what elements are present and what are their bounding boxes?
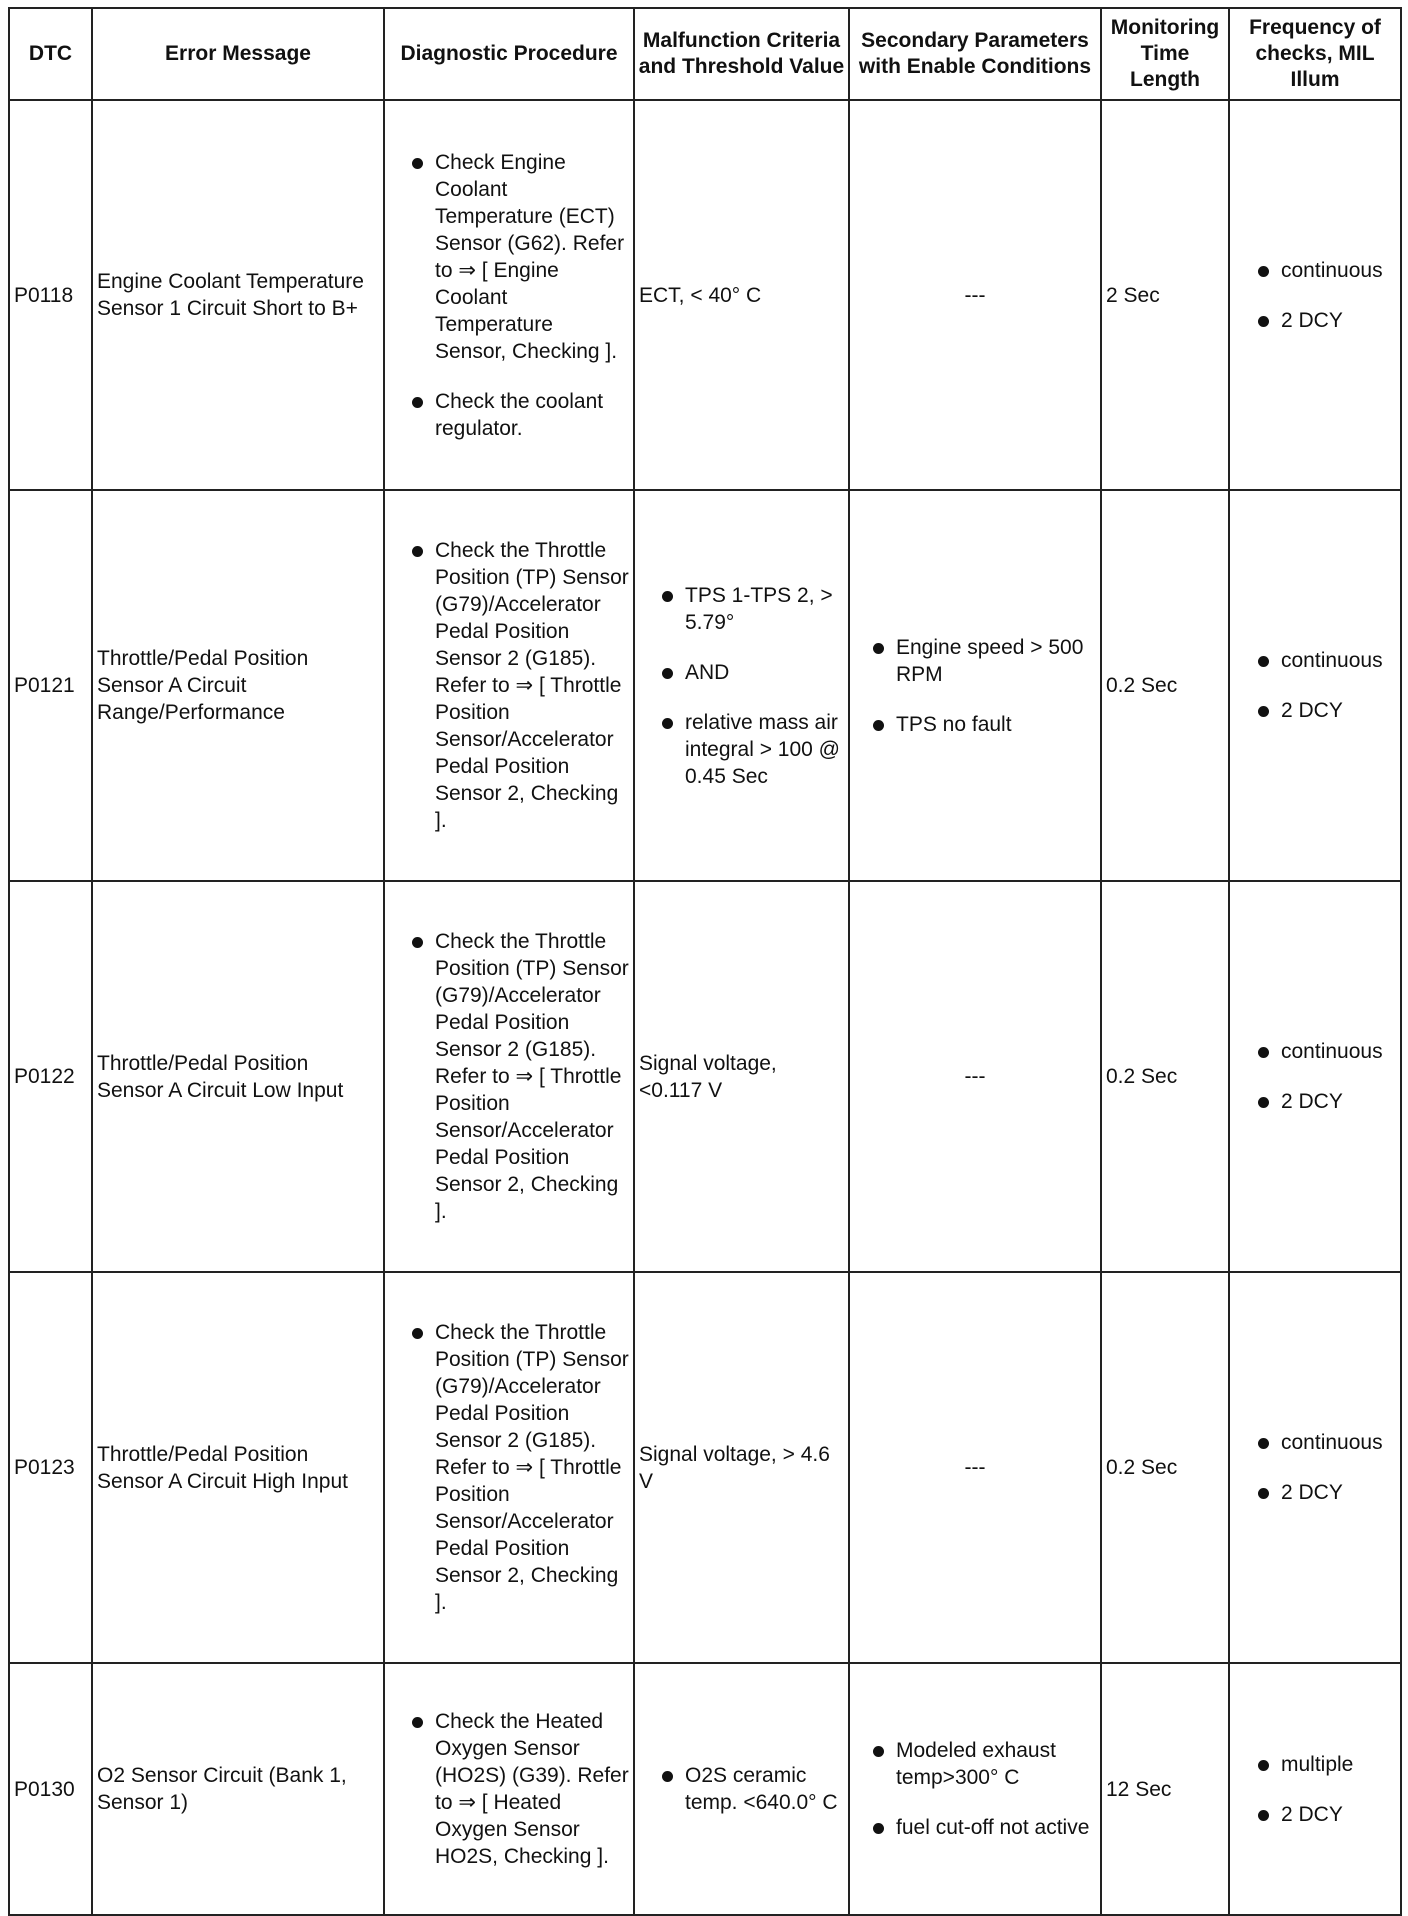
procedure-item: Check the Throttle Position (TP) Sensor (G79)/Accelerator Pedal Position Sensor 2 (G185). Refer to ⇒ [ Throttle Position Sensor/Accelerator Pedal Position Sensor 2, Checking ]. xyxy=(405,928,629,1225)
header-error-message: Error Message xyxy=(92,8,384,100)
diagnostic-procedure xyxy=(384,490,634,881)
dtc-code: P0122 xyxy=(9,881,92,1272)
procedure-item: Check the Throttle Position (TP) Sensor (G79)/Accelerator Pedal Position Sensor 2 (G185). Refer to ⇒ [ Throttle Position Sensor/Accelerator Pedal Position Sensor 2, Checking ]. xyxy=(405,537,629,834)
header-row xyxy=(9,8,1401,100)
secondary-item: Modeled exhaust temp>300° C xyxy=(866,1737,1096,1791)
secondary-item: TPS no fault xyxy=(866,711,1096,738)
secondary-parameters: --- xyxy=(849,1272,1101,1663)
secondary-item: fuel cut-off not active xyxy=(866,1814,1096,1841)
error-message: O2 Sensor Circuit (Bank 1, Sensor 1) xyxy=(92,1663,384,1915)
monitoring-time: 2 Sec xyxy=(1101,100,1229,490)
dtc-code: P0121 xyxy=(9,490,92,881)
error-message: Throttle/Pedal Position Sensor A Circuit High Input xyxy=(92,1272,384,1663)
malfunction-criteria xyxy=(634,490,849,881)
table-row xyxy=(9,1272,1401,1663)
dtc-code: P0123 xyxy=(9,1272,92,1663)
table-row xyxy=(9,100,1401,490)
error-message: Engine Coolant Temperature Sensor 1 Circuit Short to B+ xyxy=(92,100,384,490)
malfunction-criteria: Signal voltage, <0.117 V xyxy=(634,881,849,1272)
frequency-item: 2 DCY xyxy=(1251,697,1396,724)
procedure-item: Check the Throttle Position (TP) Sensor (G79)/Accelerator Pedal Position Sensor 2 (G185). Refer to ⇒ [ Throttle Position Sensor/Accelerator Pedal Position Sensor 2, Checking ]. xyxy=(405,1319,629,1616)
dtc-code: P0130 xyxy=(9,1663,92,1915)
diagnostic-procedure xyxy=(384,100,634,490)
frequency-item: 2 DCY xyxy=(1251,1088,1396,1115)
frequency-item: 2 DCY xyxy=(1251,307,1396,334)
frequency-item: multiple xyxy=(1251,1751,1396,1778)
diagnostic-procedure xyxy=(384,1663,634,1915)
diagnostic-procedure xyxy=(384,881,634,1272)
procedure-item: Check the Heated Oxygen Sensor (HO2S) (G39). Refer to ⇒ [ Heated Oxygen Sensor HO2S, Checking ]. xyxy=(405,1708,629,1870)
table-row xyxy=(9,881,1401,1272)
frequency-item: 2 DCY xyxy=(1251,1801,1396,1828)
malfunction-item: TPS 1-TPS 2, > 5.79° xyxy=(655,582,844,636)
dtc-code: P0118 xyxy=(9,100,92,490)
dtc-table xyxy=(8,7,1402,1916)
monitoring-time: 12 Sec xyxy=(1101,1663,1229,1915)
malfunction-item: relative mass air integral > 100 @ 0.45 Sec xyxy=(655,709,844,790)
error-message: Throttle/Pedal Position Sensor A Circuit Low Input xyxy=(92,881,384,1272)
header-diagnostic-procedure: Diagnostic Procedure xyxy=(384,8,634,100)
error-message: Throttle/Pedal Position Sensor A Circuit Range/Performance xyxy=(92,490,384,881)
frequency-item: 2 DCY xyxy=(1251,1479,1396,1506)
monitoring-time: 0.2 Sec xyxy=(1101,490,1229,881)
secondary-item: Engine speed > 500 RPM xyxy=(866,634,1096,688)
frequency-item: continuous xyxy=(1251,1038,1396,1065)
malfunction-criteria: Signal voltage, > 4.6 V xyxy=(634,1272,849,1663)
header-frequency: Frequency of checks, MIL Illum xyxy=(1229,8,1401,100)
frequency xyxy=(1229,1272,1401,1663)
frequency xyxy=(1229,490,1401,881)
frequency-item: continuous xyxy=(1251,257,1396,284)
table-row xyxy=(9,1663,1401,1915)
malfunction-item: O2S ceramic temp. <640.0° C xyxy=(655,1762,844,1816)
procedure-item: Check the coolant regulator. xyxy=(405,388,629,442)
frequency xyxy=(1229,1663,1401,1915)
frequency-item: continuous xyxy=(1251,1429,1396,1456)
malfunction-criteria xyxy=(634,1663,849,1915)
secondary-parameters: --- xyxy=(849,881,1101,1272)
malfunction-criteria: ECT, < 40° C xyxy=(634,100,849,490)
header-monitoring-time: Monitoring Time Length xyxy=(1101,8,1229,100)
header-secondary-parameters: Secondary Parameters with Enable Conditions xyxy=(849,8,1101,100)
procedure-item: Check Engine Coolant Temperature (ECT) Sensor (G62). Refer to ⇒ [ Engine Coolant Temperature Sensor, Checking ]. xyxy=(405,149,629,365)
header-malfunction-criteria: Malfunction Criteria and Threshold Value xyxy=(634,8,849,100)
monitoring-time: 0.2 Sec xyxy=(1101,1272,1229,1663)
frequency xyxy=(1229,881,1401,1272)
frequency-item: continuous xyxy=(1251,647,1396,674)
table-row xyxy=(9,490,1401,881)
frequency xyxy=(1229,100,1401,490)
malfunction-item: AND xyxy=(655,659,844,686)
diagnostic-procedure xyxy=(384,1272,634,1663)
monitoring-time: 0.2 Sec xyxy=(1101,881,1229,1272)
header-dtc: DTC xyxy=(9,8,92,100)
secondary-parameters xyxy=(849,1663,1101,1915)
secondary-parameters xyxy=(849,490,1101,881)
secondary-parameters: --- xyxy=(849,100,1101,490)
